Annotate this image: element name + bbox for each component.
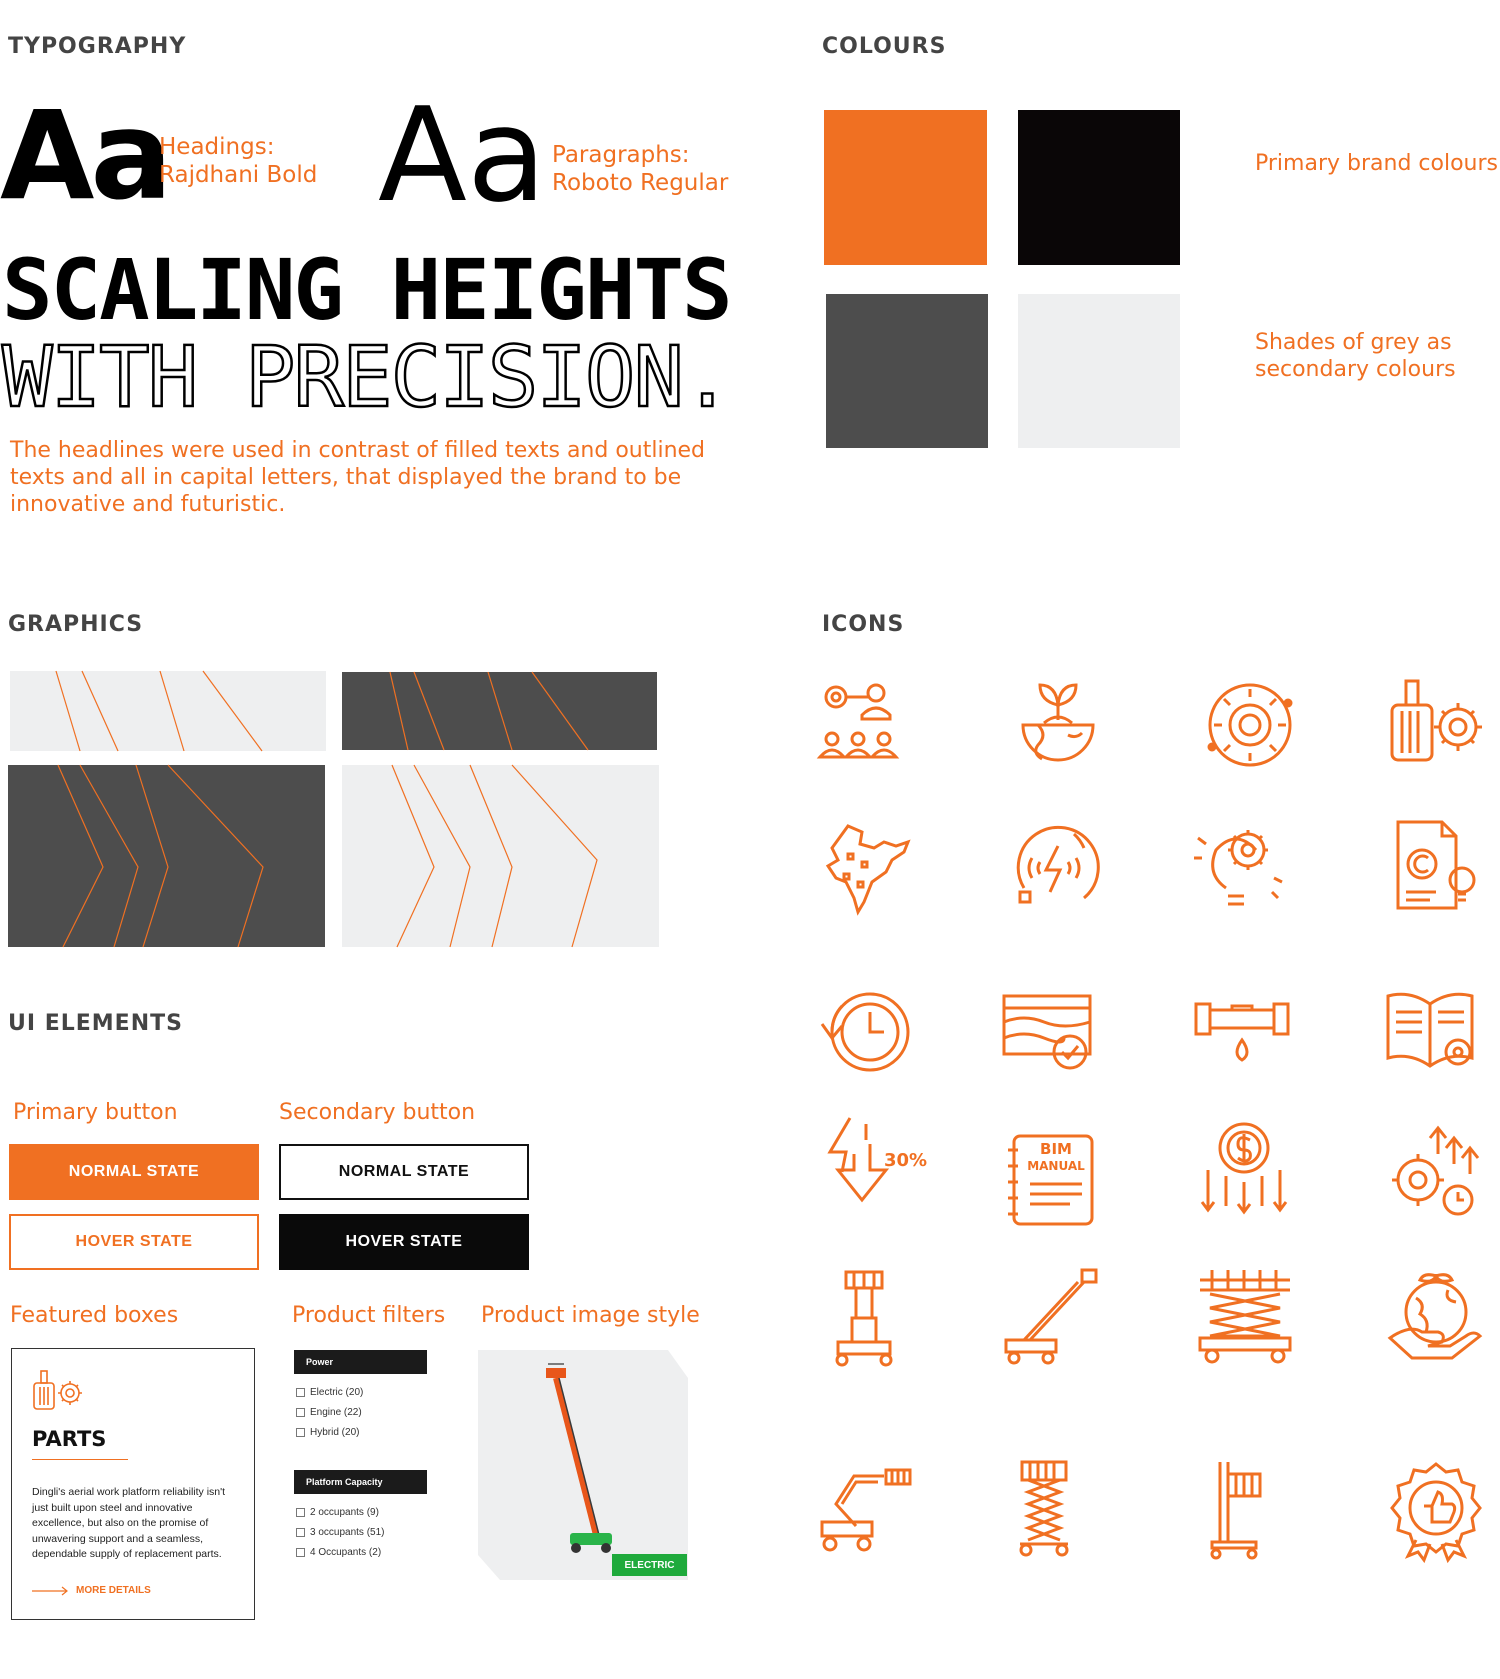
paragraph-font-name: Roboto Regular (552, 170, 729, 196)
paragraph-font-caption: Paragraphs: (552, 142, 690, 168)
swatch-dark-grey (826, 294, 988, 448)
filter-heading-power[interactable]: Power (294, 1350, 427, 1374)
secondary-button-title: Secondary button (279, 1100, 476, 1125)
headline-filled: SCALING HEIGHTS (2, 241, 731, 339)
filter-option-3-occupants[interactable] (296, 1527, 385, 1538)
secondary-button-normal[interactable]: NORMAL STATE (279, 1144, 529, 1200)
more-details-label: MORE DETAILS (76, 1585, 151, 1596)
product-image-style-title: Product image style (481, 1303, 700, 1328)
graphics-section-title: GRAPHICS (8, 612, 144, 637)
energy-saving-icon (820, 1114, 928, 1214)
compact-scissor-lift-icon (1000, 1460, 1100, 1560)
graphic-light-chevron (342, 765, 659, 947)
filter-option-electric[interactable] (296, 1387, 363, 1398)
filter-option-label: Engine (22) (310, 1407, 362, 1418)
arrow-right-icon (32, 1586, 70, 1596)
filter-option-4-occupants[interactable] (296, 1547, 381, 1558)
product-badge-electric: ELECTRIC (612, 1554, 687, 1576)
filter-option-label: Electric (20) (310, 1387, 364, 1398)
soil-layers-check-icon (1000, 982, 1100, 1082)
headline-outlined: WITH PRECISION. (2, 328, 731, 426)
manual-label: MANUAL (1027, 1159, 1085, 1173)
featured-box (11, 1348, 255, 1620)
primary-colours-label: Primary brand colours (1255, 151, 1498, 176)
heading-font-sample: Aa (0, 85, 169, 227)
typography-section-title: TYPOGRAPHY (8, 34, 187, 59)
filter-option-hybrid[interactable] (296, 1427, 359, 1438)
filter-option-label: 4 Occupants (2) (310, 1547, 382, 1558)
product-filters-title: Product filters (292, 1303, 446, 1328)
swatch-black (1018, 110, 1180, 265)
graphic-dark-chevron (8, 765, 325, 947)
checkbox[interactable] (296, 1428, 305, 1437)
primary-button-normal[interactable]: NORMAL STATE (9, 1144, 259, 1200)
filter-option-label: 2 occupants (9) (310, 1507, 379, 1518)
articulating-boom-lift-icon (818, 1460, 918, 1560)
single-mast-lift-icon (1194, 1460, 1294, 1560)
typography-description: The headlines were used in contrast of filled texts and outlined texts and all in capital letters, that displayed the brand to be innovative and futuristic. (10, 438, 706, 517)
ui-elements-section-title: UI ELEMENTS (8, 1011, 183, 1036)
featured-box-divider (32, 1459, 128, 1460)
vertical-mast-lift-icon (818, 1268, 918, 1368)
copyright-idea-icon (1384, 818, 1484, 918)
percent-label: 30% (884, 1150, 928, 1171)
gear-growth-icon (1388, 1124, 1488, 1224)
primary-button-title: Primary button (13, 1100, 178, 1125)
filter-option-engine[interactable] (296, 1407, 362, 1418)
team-gear-icon (814, 675, 914, 775)
swatch-light-grey (1018, 294, 1180, 448)
paragraph-font-label (552, 141, 728, 197)
india-map-icon (818, 818, 918, 918)
scissor-lift-icon (1196, 1268, 1296, 1368)
icons-section-title: ICONS (822, 612, 905, 637)
filter-option-label: Hybrid (20) (310, 1427, 360, 1438)
electric-power-icon (1004, 818, 1104, 918)
product-image-card[interactable] (478, 1350, 688, 1580)
secondary-colours-line2: secondary colours (1255, 357, 1456, 382)
history-clock-icon (814, 982, 914, 1082)
colours-section-title: COLOURS (822, 34, 947, 59)
secondary-button-hover[interactable]: HOVER STATE (279, 1214, 529, 1270)
paragraph-font-sample: Aa (378, 79, 547, 231)
filter-option-label: 3 occupants (51) (310, 1527, 385, 1538)
telescopic-boom-lift-icon (1000, 1268, 1100, 1368)
more-details-link[interactable] (32, 1585, 151, 1596)
pipe-leak-icon (1192, 982, 1292, 1082)
parts-icon (32, 1369, 84, 1413)
quality-badge-icon (1386, 1460, 1486, 1560)
parts-gear-icon (1388, 675, 1488, 775)
primary-button-hover[interactable]: HOVER STATE (9, 1214, 259, 1270)
plant-earth-icon (1008, 675, 1108, 775)
filter-option-2-occupants[interactable] (296, 1507, 379, 1518)
swatch-orange (824, 110, 987, 265)
filter-heading-platform-capacity[interactable]: Platform Capacity (294, 1470, 427, 1494)
cost-down-icon (1194, 1120, 1294, 1220)
heading-font-name: Rajdhani Bold (159, 162, 318, 188)
heading-font-caption: Headings: (159, 134, 275, 160)
gear-cycle-icon (1200, 675, 1300, 775)
bim-manual-icon (1004, 1130, 1104, 1230)
graphic-light-diagonal (10, 671, 326, 751)
secondary-colours-line1: Shades of grey as (1255, 330, 1452, 355)
checkbox[interactable] (296, 1528, 305, 1537)
earth-care-hand-icon (1386, 1268, 1486, 1368)
manual-gear-icon (1382, 982, 1482, 1082)
heading-font-label (159, 133, 317, 189)
checkbox[interactable] (296, 1408, 305, 1417)
checkbox[interactable] (296, 1388, 305, 1397)
featured-box-text: Dingli's aerial work platform reliability isn't just built upon steel and innovative excellence, but also on the promise of unwavering support and a seamless, dependable supply of replacement parts. (32, 1486, 226, 1560)
bim-label: BIM (1040, 1140, 1072, 1158)
checkbox[interactable] (296, 1548, 305, 1557)
featured-box-title: PARTS (32, 1427, 107, 1451)
idea-gear-icon (1188, 818, 1288, 918)
graphic-dark-diagonal (342, 672, 657, 750)
checkbox[interactable] (296, 1508, 305, 1517)
featured-boxes-title: Featured boxes (10, 1303, 179, 1328)
secondary-colours-label (1255, 329, 1456, 383)
